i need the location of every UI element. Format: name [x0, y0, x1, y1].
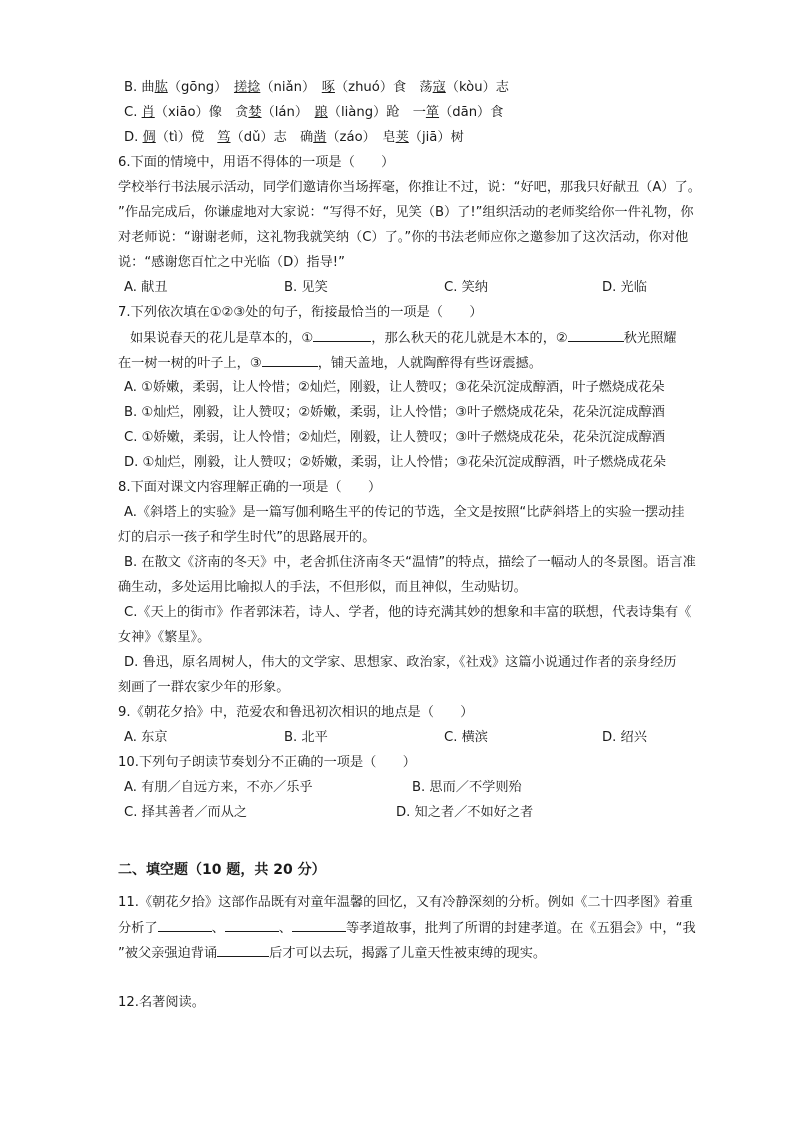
underlined-char: 肖 [141, 105, 155, 120]
section-title: 二、填空题（10 题，共 20 分） [118, 862, 326, 878]
q6-text-line: ”作品完成后，你谦虚地对大家说：“写得不好，见笑（B）了!”组织活动的老师奖给你一件礼物，你 [118, 205, 694, 220]
q10-stem: 10.下列句子朗读节奏划分不正确的一项是（ ） [118, 755, 416, 770]
q10-option-d: D. 知之者／不如好之者 [396, 805, 534, 820]
blank-2[interactable] [568, 328, 624, 342]
q9-option-a: A. 东京 [124, 730, 168, 745]
blank-1[interactable] [313, 328, 371, 342]
text-segment: （dǔ）志 [230, 130, 300, 145]
blank-2[interactable] [225, 918, 279, 932]
text-segment: （xiāo）像 [154, 105, 236, 120]
q6-option-c: C. 笑纳 [444, 280, 488, 295]
underlined-char: 倜 [142, 130, 156, 145]
q11-line: 分析了 、 、 等孝道故事，批判了所谓的封建孝道。在《五猖会》中，“我 [118, 918, 696, 939]
q7-passage-line: 如果说春天的花儿是草本的，① ，那么秋天的花儿就是木本的，② 秋光照耀 [130, 328, 676, 349]
underlined-char: 搓 [233, 80, 248, 95]
text-segment: （gōng） [167, 80, 234, 95]
q6-stem: 6.下面的情境中，用语不得体的一项是（ ） [118, 155, 395, 170]
q7-passage-line: 在一树一树的叶子上，③ ，铺天盖地，人就陶醉得有些讶震撼。 [118, 353, 542, 374]
q8-option-b: B. 在散文《济南的冬天》中，老舍抓住济南冬天“温情”的特点，描绘了一幅动人的冬景图。语言准 [124, 555, 696, 570]
underlined-char: 荚 [395, 130, 409, 145]
underlined-char: 凿 [313, 130, 327, 145]
q8-option-c-cont: 女神》《繁星》。 [118, 630, 211, 645]
blank-4[interactable] [217, 943, 269, 957]
q12-stem: 12.名著阅读。 [118, 995, 205, 1010]
text-segment: （jiā）树 [408, 130, 464, 145]
text-segment: 贪 [235, 105, 249, 120]
q7-option-b: B. ①灿烂，刚毅，让人赞叹；②娇嫩，柔弱，让人怜惜；③叶子燃烧成花朵，花朵沉淀成醇酒 [124, 405, 665, 420]
text-segment: （tì）傥 [155, 130, 218, 145]
q10-option-a: A. 有朋／自远方来，不亦／乐乎 [124, 780, 313, 795]
q8-option-c: C.《天上的街市》作者郭沫若，诗人、学者，他的诗充满其妙的想象和丰富的联想，代表诗集有《 [124, 605, 692, 620]
text-segment: B. 曲 [124, 80, 155, 95]
q9-stem: 9.《朝花夕拾》中，范爱农和鲁迅初次相识的地点是（ ） [118, 705, 474, 720]
text-segment: D. [124, 130, 143, 145]
text-segment: （záo） [326, 130, 383, 145]
blank-1[interactable] [158, 918, 212, 932]
q9-option-d: D. 绍兴 [602, 730, 647, 745]
q10-option-b: B. 思而／不学则殆 [412, 780, 522, 795]
q10-option-c: C. 择其善者／而从之 [124, 805, 248, 820]
underlined-char: 寇 [432, 80, 446, 95]
text-segment: （niǎn） [260, 80, 322, 95]
text-segment: 一 [412, 105, 426, 120]
q7-option-a: A. ①娇嫩，柔弱，让人怜惜；②灿烂，刚毅，让人赞叹；③花朵沉淀成醇酒，叶子燃烧成花朵 [124, 380, 665, 395]
blank-3[interactable] [262, 353, 318, 367]
q8-option-a-cont: 灯的启示一孩子和学生时代”的思路展开的。 [118, 530, 376, 545]
underlined-char: 婪 [248, 105, 262, 120]
underlined-char: 笃 [217, 130, 231, 145]
text-segment: C. [124, 105, 142, 120]
q8-option-b-cont: 确生动，多处运用比喻拟人的手法，不但形似，而且神似，生动贴切。 [118, 580, 527, 595]
q6-text-line: 对老师说：“谢谢老师，这礼物我就笑纳（C）了。”你的书法老师应你之邀参加了这次活动，你对他 [118, 230, 689, 245]
q9-option-c: C. 横滨 [444, 730, 488, 745]
q6-text-line: 学校举行书法展示活动，同学们邀请你当场挥毫，你推让不过，说：“好吧，那我只好献丑（A）了。 [118, 180, 701, 195]
q7-option-c: C. ①娇嫩，柔弱，让人怜惜；②灿烂，刚毅，让人赞叹；③叶子燃烧成花朵，花朵沉淀成醇酒 [124, 430, 665, 445]
q8-option-a: A.《斜塔上的实验》是一篇写伽利略生平的传记的节选，全文是按照“比萨斜塔上的实验一摆动挂 [124, 505, 685, 520]
q9-option-b: B. 北平 [284, 730, 328, 745]
text-segment: （kòu）志 [445, 80, 509, 95]
q8-option-d-cont: 刻画了一群农家少年的形象。 [118, 680, 290, 695]
text-segment: （lán） [261, 105, 315, 120]
q5-option-c [124, 103, 503, 123]
q6-option-b: B. 见笑 [284, 280, 328, 295]
text-segment: 皂 [382, 130, 396, 145]
text-segment: （zhuó）食 [334, 80, 420, 95]
q6-text-line: 说：“感谢您百忙之中光临（D）指导!” [118, 255, 345, 270]
underlined-char: 踉 [314, 105, 328, 120]
underlined-char: 箪 [425, 105, 440, 120]
q11-line: ”被父亲强迫背诵 后才可以去玩，揭露了儿童天性被束缚的现实。 [118, 943, 546, 964]
underlined-char: 肱 [154, 80, 168, 95]
q6-option-a: A. 献丑 [124, 280, 168, 295]
q5-option-b [124, 78, 509, 98]
text-segment: （dān）食 [439, 105, 504, 120]
q6-option-d: D. 光临 [602, 280, 647, 295]
text-segment: 荡 [419, 80, 433, 95]
underlined-char: 捻 [247, 80, 261, 95]
q5-option-d [124, 128, 464, 148]
q8-stem: 8.下面对课文内容理解正确的一项是（ ） [118, 480, 382, 495]
q7-option-d: D. ①灿烂，刚毅，让人赞叹；②娇嫩，柔弱，让人怜惜；③花朵沉淀成醇酒，叶子燃烧成花朵 [124, 455, 666, 470]
underlined-char: 啄 [321, 80, 335, 95]
text-segment: （liàng）跄 [327, 105, 413, 120]
q7-stem: 7.下列依次填在①②③处的句子，衔接最恰当的一项是（ ） [118, 305, 483, 320]
q11-line: 11.《朝花夕拾》这部作品既有对童年温馨的回忆，又有冷静深刻的分析。例如《二十四孝图》着重 [118, 895, 693, 910]
q8-option-d: D. 鲁迅，原名周树人，伟大的文学家、思想家、政治家，《社戏》这篇小说通过作者的亲身经历 [124, 655, 677, 670]
blank-3[interactable] [292, 918, 346, 932]
text-segment: 确 [300, 130, 314, 145]
